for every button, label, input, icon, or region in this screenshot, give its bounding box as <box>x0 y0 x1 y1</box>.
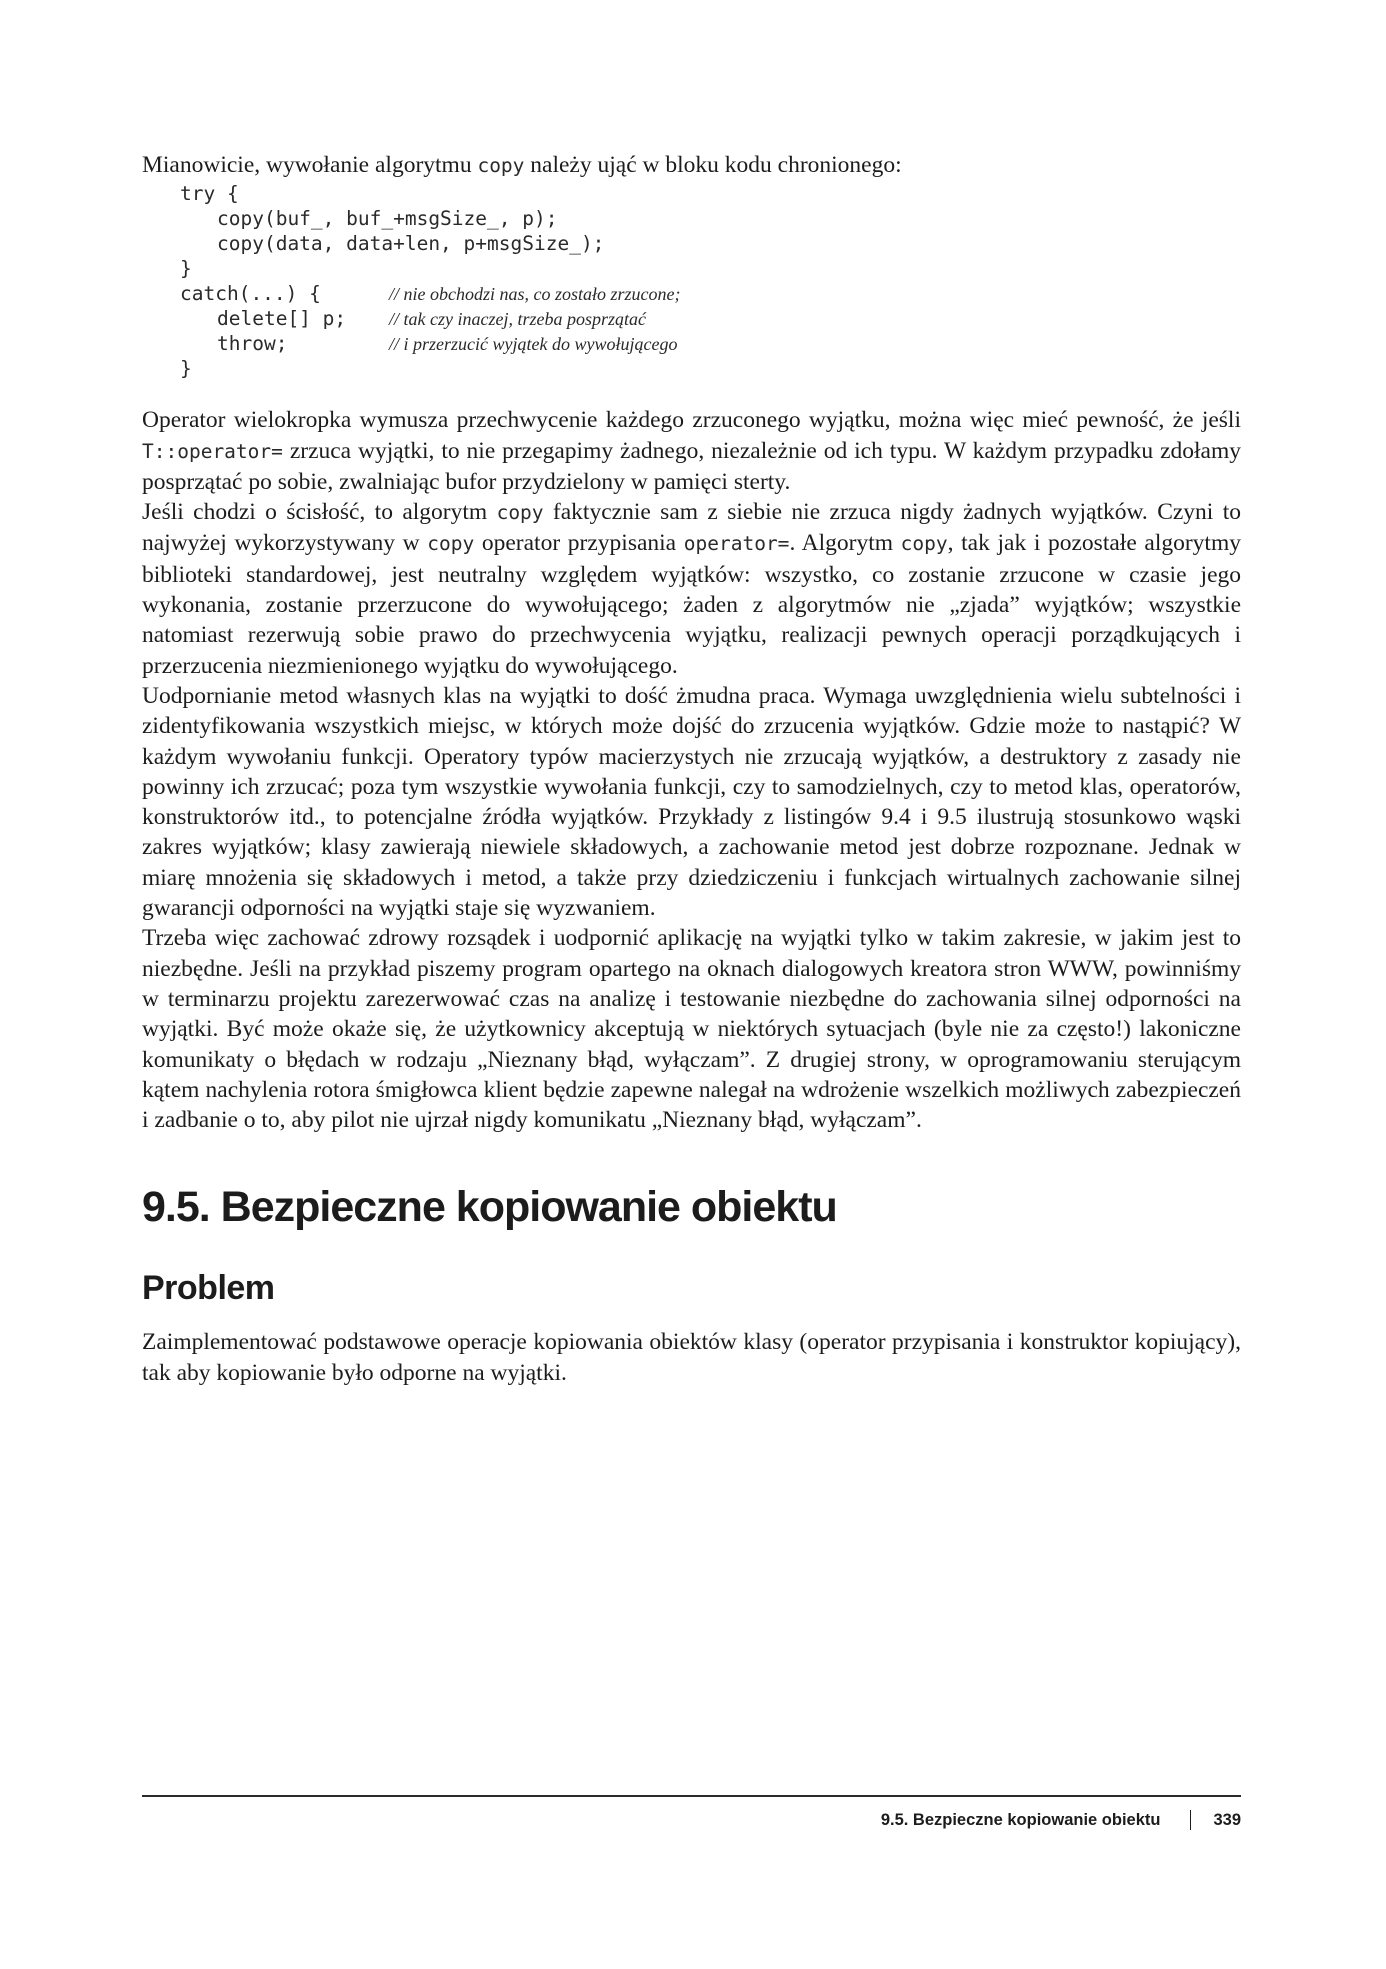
problem-paragraph: Zaimplementować podstawowe operacje kopiowania obiektów klasy (operator przypisania i konstruktor kopiujący), tak aby kopiowanie było odporne na wyjątki. <box>142 1329 1241 1386</box>
text-span: zrzuca wyjątki, to nie przegapimy żadnego, niezależnie od ich typu. W każdym przypadku zdołamy posprzątać po sobie, zwalniając bufor przydzielony w pamięci sterty. <box>142 437 1241 495</box>
intro-text-before: Mianowicie, wywołanie algorytmu <box>142 152 478 178</box>
code-line: } <box>180 357 192 381</box>
text-span: operator przypisania <box>474 530 684 557</box>
text-span: Jeśli chodzi o ścisłość, to algorytm <box>142 499 497 526</box>
inline-code: copy <box>496 501 544 525</box>
page-footer <box>881 1810 1241 1830</box>
code-line-with-comment <box>180 306 1241 331</box>
inline-code: copy <box>427 532 475 556</box>
code-line: try { <box>180 182 239 206</box>
running-title: 9.5. Bezpieczne kopiowanie obiektu <box>880 1810 1161 1829</box>
code-line: } <box>180 257 192 281</box>
footer-divider <box>142 1795 1241 1797</box>
paragraph-exception-safety: Uodpornianie metod własnych klas na wyjątki to dość żmudna praca. Wymaga uwzględnienia wielu subtelności i zidentyfikowania wszystkich miejsc, w których może dojść do zrzucenia wyjątków. Gdzie może to nastąpić? W każdym wywołaniu funkcji. Operatory typów macierzystych nie zrzucają wyjątków, a destruktory z zasady nie powinny ich zrzucać; poza tym wszystkie wywołania funkcji, czy to samodzielnych, czy to metod klas, operatorów, konstruktorów itd., to potencjalne źródła wyjątków. Przykłady z listingów 9.4 i 9.5 ilustrują stosunkowo wąski zakres wyjątków; klasy zawierają niewiele składowych, a zachowanie metod jest dobrze rozpoznane. Jednak w miarę mnożenia się składowych i metod, a także przy dziedziczeniu i funkcjach wirtualnych zachowanie silnej gwarancji odporności na wyjątki staje się wyzwaniem. <box>142 682 1241 922</box>
section-heading: 9.5. Bezpieczne kopiowanie obiektu <box>142 1183 837 1232</box>
code-line-with-comment <box>180 331 1241 356</box>
paragraph-copy-algorithm <box>142 497 1241 681</box>
inline-code: copy <box>900 532 948 556</box>
inline-code: operator= <box>683 532 790 556</box>
text-span: faktycznie sam z siebie nie zrzuca nigdy żadnych wyjątków. Czyni to najwyżej wykorzystywany w <box>142 499 1241 557</box>
subsection-heading-problem: Problem <box>142 1269 275 1308</box>
inline-code: T::operator= <box>142 439 283 463</box>
code-line: copy(data, data+len, p+msgSize_); <box>217 232 605 256</box>
page-number: 339 <box>1213 1810 1241 1829</box>
page-content <box>142 150 1241 1388</box>
intro-text-after: należy ująć w bloku kodu chronionego: <box>524 152 902 178</box>
footer-separator <box>1190 1810 1191 1830</box>
paragraph-ellipsis-operator <box>142 405 1241 497</box>
code-comment: // nie obchodzi nas, co zostało zrzucone; <box>389 284 681 305</box>
paragraph-common-sense: Trzeba więc zachować zdrowy rozsądek i uodpornić aplikację na wyjątki tylko w takim zakresie, w jakim jest to niezbędne. Jeśli na przykład piszemy program opartego na oknach dialogowych kreatora stron WWW, powinniśmy w terminarzu projektu zarezerwować czas na analizę i testowanie niezbędne do zachowania silnej odporności na wyjątki. Być może okaże się, że użytkownicy akceptują w niektórych sytuacjach (byle nie za często!) lakoniczne komunikaty o błędach w rodzaju „Nieznany błąd, wyłączam”. Z drugiej strony, w oprogramowaniu sterującym kątem nachylenia rotora śmigłowca klient będzie zapewne nalegał na wdrożenie wszelkich możliwych zabezpieczeń i zadbanie o to, aby pilot nie ujrzał nigdy komunikatu „Nieznany błąd, wyłączam”. <box>142 925 1241 1134</box>
intro-paragraph <box>142 150 1241 181</box>
code-text: catch(...) { <box>180 282 321 306</box>
code-listing <box>180 181 1241 381</box>
code-line-with-comment <box>180 281 1241 306</box>
text-span: , tak jak i pozostałe algorytmy biblioteki standardowej, jest neutralny względem wyjątków: wszystko, co zostanie zrzucone w czasie jego wykonania, zostanie przerzucone do wywołującego; żaden z algorytmów nie „zjada” wyjątków; wszystkie natomiast rezerwują sobie prawo do przechwycenia wyjątku, realizacji pewnych operacji porządkujących i przerzucenia niezmienionego wyjątku do wywołującego. <box>142 530 1241 679</box>
text-span: . Algorytm <box>789 530 901 557</box>
text-span: Operator wielokropka wymusza przechwycenie każdego zrzuconego wyjątku, można więc mieć pewność, że jeśli <box>142 407 1241 434</box>
code-text: delete[] p; <box>217 307 347 331</box>
code-text: throw; <box>217 332 288 356</box>
code-line: copy(buf_, buf_+msgSize_, p); <box>217 207 558 231</box>
code-comment: // tak czy inaczej, trzeba posprzątać <box>389 309 646 330</box>
code-comment: // i przerzucić wyjątek do wywołującego <box>389 334 678 355</box>
inline-code-copy: copy <box>477 154 525 177</box>
